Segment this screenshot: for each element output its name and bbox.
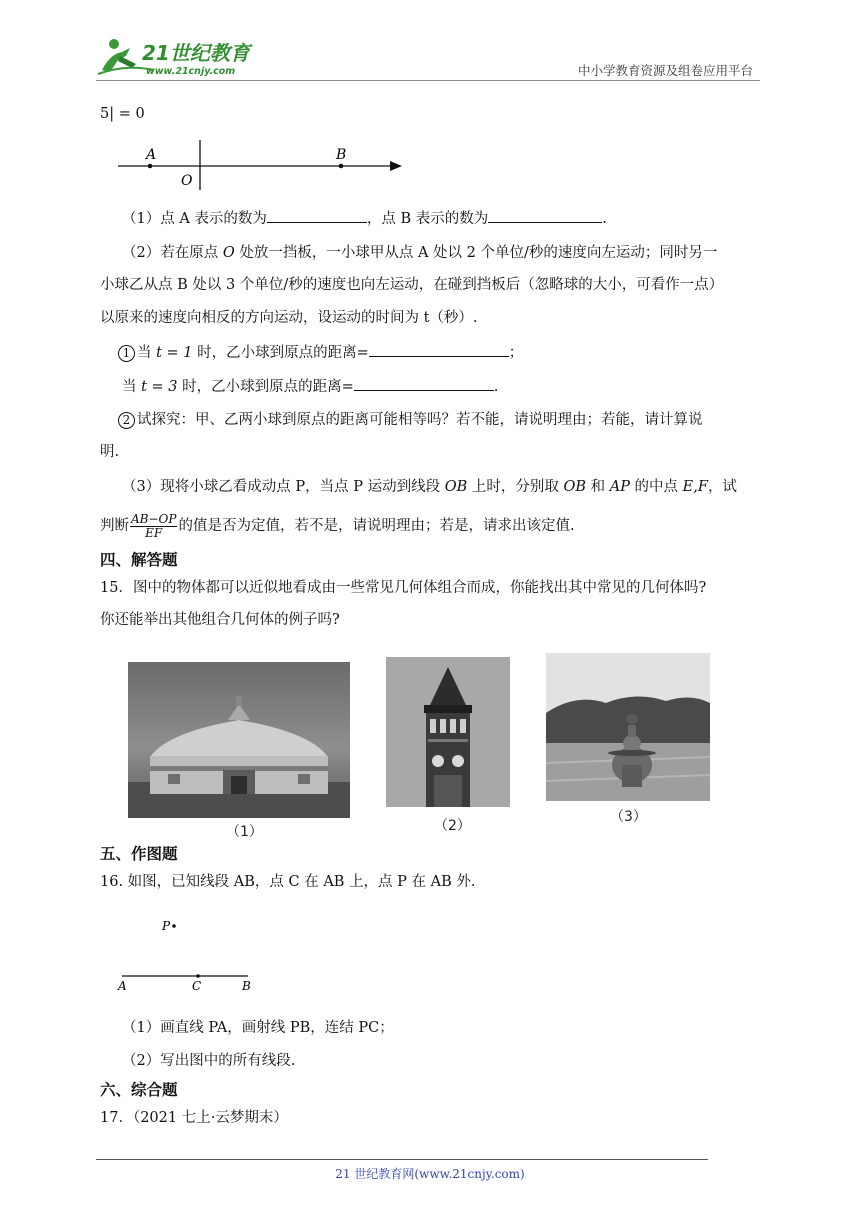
circled-number-1: 1 bbox=[118, 345, 135, 362]
answer-blank-t1[interactable] bbox=[369, 342, 509, 357]
point-a bbox=[148, 164, 153, 169]
footer-text[interactable]: 21 世纪教育网(www.21cnjy.com) bbox=[335, 1167, 525, 1181]
section-heading-6: 六、综合题 bbox=[100, 1081, 178, 1099]
point-p bbox=[172, 924, 176, 928]
q16-part2: （2）写出图中的所有线段. bbox=[122, 1053, 296, 1069]
label-o: O bbox=[181, 173, 193, 189]
q16-part1: （1）画直线 PA，画射线 PB，连结 PC； bbox=[122, 1020, 394, 1036]
label-c: C bbox=[192, 979, 202, 993]
point-c bbox=[196, 974, 200, 978]
photo-yurt bbox=[128, 662, 350, 818]
q14-sub2-line2: 明. bbox=[100, 444, 120, 460]
arrow-right-icon bbox=[390, 161, 402, 171]
section-heading-4: 四、解答题 bbox=[100, 551, 178, 569]
q16-line1: 16. 如图，已知线段 AB，点 C 在 AB 上，点 P 在 AB 外. bbox=[100, 874, 476, 890]
label-b: B bbox=[336, 147, 347, 163]
label-a: A bbox=[146, 147, 157, 163]
answer-blank-a[interactable] bbox=[267, 208, 367, 223]
circled-number-2: 2 bbox=[118, 412, 135, 429]
label-p: P bbox=[162, 919, 171, 933]
logo-text: 21世纪教育 bbox=[142, 41, 250, 65]
q15-line2: 你还能举出其他组合几何体的例子吗? bbox=[100, 612, 340, 628]
photo-tower bbox=[386, 657, 510, 807]
q14-part2-line1: （2）若在原点 O 处放一挡板，一小球甲从点 A 处以 2 个单位/秒的速度向左运动；同时另一 bbox=[122, 245, 718, 261]
answer-blank-b[interactable] bbox=[488, 208, 602, 223]
q14-part2-line2: 小球乙从点 B 处以 3 个单位/秒的速度也向左运动，在碰到挡板后（忽略球的大小，可看作一点） bbox=[100, 277, 724, 293]
photo-caption-1: （1） bbox=[226, 824, 263, 840]
label-b2: B bbox=[242, 979, 251, 993]
logo-subtext: www.21cnjy.com bbox=[146, 66, 236, 77]
q14-sub2-line1: 2 试探究：甲、乙两小球到原点的距离可能相等吗？若不能，请说明理由；若能，请计算说 bbox=[118, 410, 703, 430]
header-divider bbox=[96, 80, 760, 81]
fraction: $\frac{AB-OP}{EF}$ bbox=[131, 511, 177, 540]
number-line-figure bbox=[110, 140, 410, 194]
q14-part3-line1: （3）现将小球乙看成动点 P，当点 P 运动到线段 OB 上时，分别取 OB 和 AP 的中点 E,F，试 bbox=[122, 479, 737, 495]
q14-part3-line2: 判断 $\frac{AB-OP}{EF}$ 的值是否为定值，若不是，请说明理由；若是，请求出该定值. bbox=[100, 511, 575, 540]
label-a2: A bbox=[118, 979, 127, 993]
section-heading-5: 五、作图题 bbox=[100, 845, 178, 863]
q14-sub1: 1 当 t = 1 时，乙小球到原点的距离= ； bbox=[118, 342, 523, 363]
photo-pagoda bbox=[546, 653, 710, 801]
footer-divider bbox=[96, 1159, 708, 1160]
photo-caption-2: （2） bbox=[434, 818, 471, 834]
q14-part2-line3: 以原来的速度向相反的方向运动，设运动的时间为 t（秒）. bbox=[100, 310, 478, 326]
continued-text: 5| = 0 bbox=[100, 106, 145, 122]
q15-line1: 15．图中的物体都可以近似地看成由一些常见几何体组合而成，你能找出其中常见的几何体吗? bbox=[100, 580, 707, 596]
q17-line1: 17．（2021 七上·云梦期末） bbox=[100, 1110, 288, 1126]
site-title: 中小学教育资源及组卷应用平台 bbox=[578, 63, 754, 78]
site-logo bbox=[96, 34, 266, 78]
segment-figure bbox=[110, 912, 270, 996]
photo-caption-3: （3） bbox=[610, 809, 647, 825]
answer-blank-t3[interactable] bbox=[354, 376, 494, 391]
q14-part1: （1）点 A 表示的数为 ，点 B 表示的数为 . bbox=[122, 208, 607, 229]
q14-sub1b: 当 t = 3 时，乙小球到原点的距离= . bbox=[122, 376, 498, 397]
point-b bbox=[339, 164, 344, 169]
